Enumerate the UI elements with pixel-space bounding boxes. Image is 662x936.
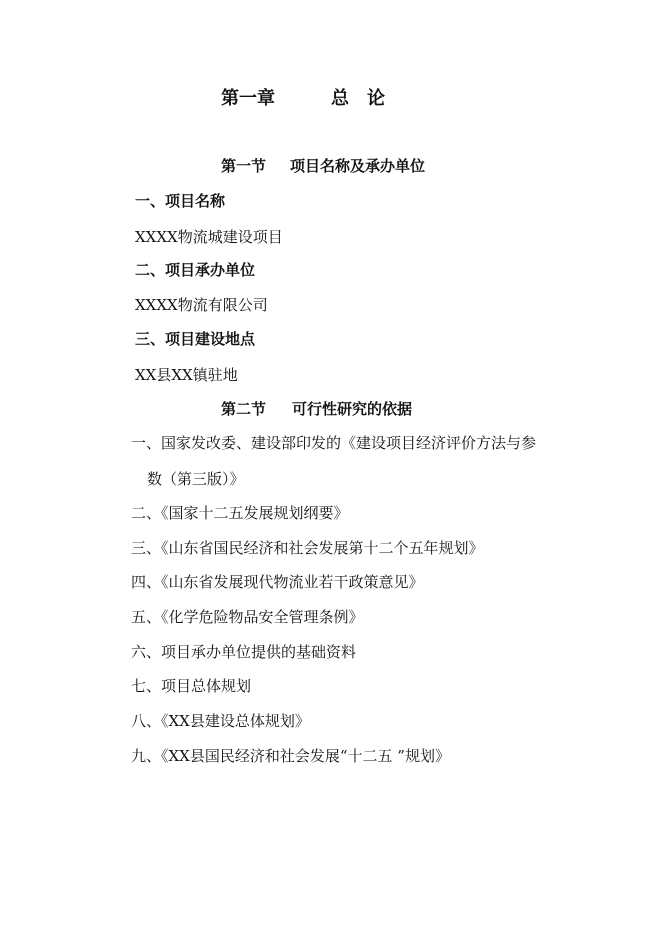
basis-item-9: 九、《XX县国民经济和社会发展“十二五 ”规划》 [131, 747, 450, 765]
basis-item-7: 七、项目总体规划 [131, 677, 252, 695]
section-2-heading [221, 399, 412, 419]
section-1-number: 第一节 [221, 157, 267, 175]
chapter-name: 总 论 [331, 88, 385, 109]
chapter-title [221, 87, 385, 111]
section-2-title: 可行性研究的依据 [292, 400, 413, 418]
item-heading-project-name: 一、项目名称 [135, 192, 226, 210]
basis-item-4: 四、《山东省发展现代物流业若干政策意见》 [131, 573, 424, 591]
item-heading-sponsor: 二、项目承办单位 [135, 261, 256, 279]
basis-item-2: 二、《国家十二五发展规划纲要》 [131, 504, 349, 522]
basis-item-8: 八、《XX县建设总体规划》 [131, 712, 310, 730]
section-1-heading [221, 156, 425, 176]
section-2-number: 第二节 [221, 400, 267, 418]
section-1-title: 项目名称及承办单位 [290, 157, 426, 175]
chapter-number: 第一章 [221, 88, 275, 109]
item-content-location: XX县XX镇驻地 [135, 366, 238, 384]
item-content-sponsor: XXXX物流有限公司 [135, 296, 268, 314]
basis-item-3: 三、《山东省国民经济和社会发展第十二个五年规划》 [131, 539, 484, 557]
basis-item-5: 五、《化学危险物品安全管理条例》 [131, 608, 364, 626]
basis-item-1: 一、国家发改委、建设部印发的《建设项目经济评价方法与参 [131, 434, 537, 452]
item-heading-location: 三、项目建设地点 [135, 330, 256, 348]
item-content-project-name: XXXX物流城建设项目 [135, 228, 283, 246]
basis-item-1-continued: 数（第三版）》 [147, 470, 245, 488]
basis-item-6: 六、项目承办单位提供的基础资料 [131, 643, 357, 661]
